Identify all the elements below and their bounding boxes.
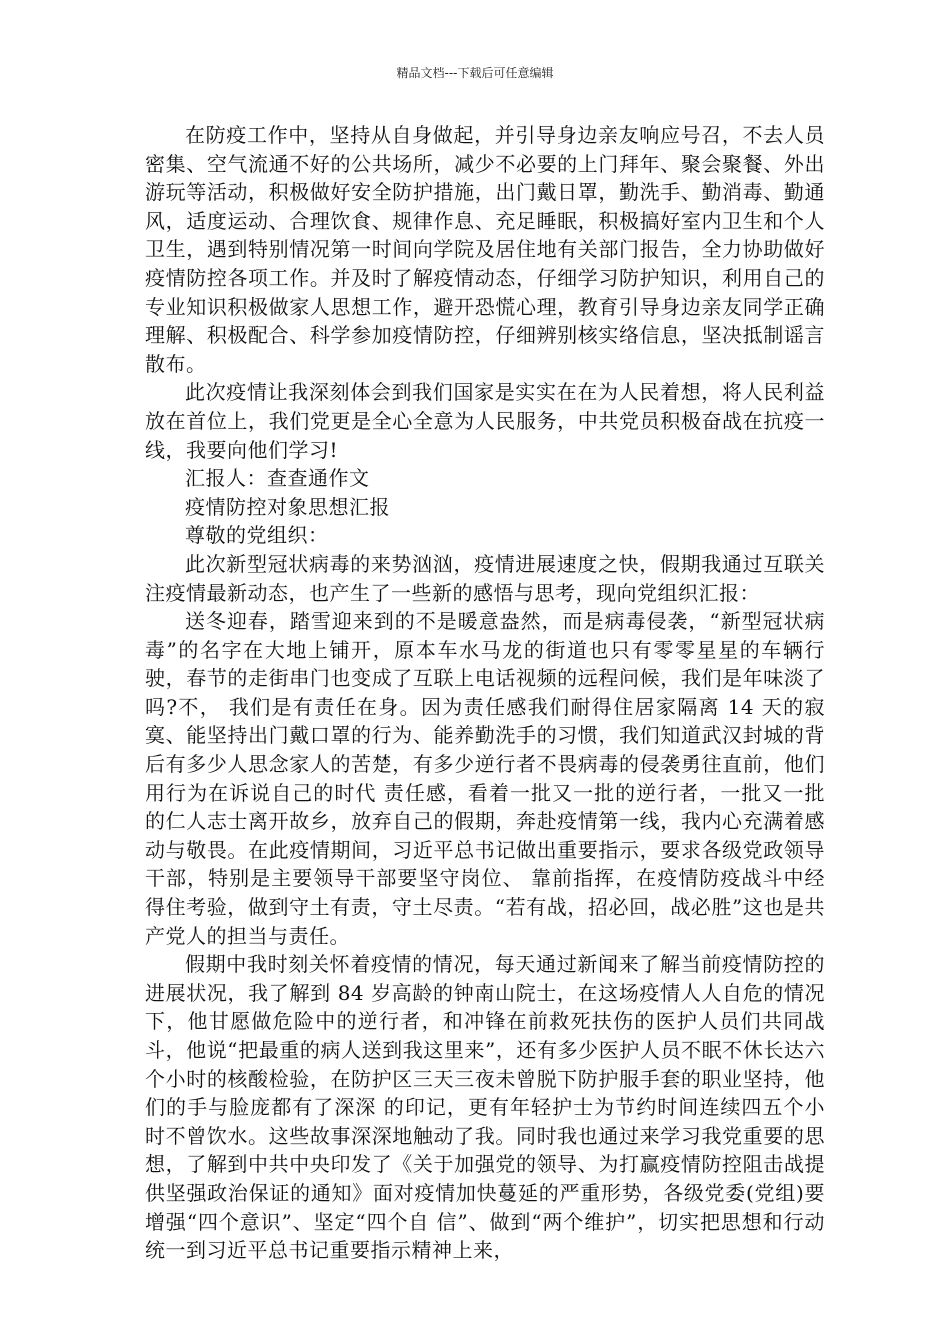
paragraph-holiday-concern: 假期中我时刻关怀着疫情的情况，每天通过新闻来了解当前疫情防控的进展状况，我了解到 84 岁高龄的钟南山院士，在这场疫情人人自危的情况下，他甘愿做危险中的逆行者，和冲锋在前救死扶伤的医护人员们共同战斗，他说“把最重的病人送到我这里来”，还有多少医护人员不眠不休长达六个小时的核酸检验，在防护区三天三夜未曾脱下防护服手套的职业坚持，他们的手与脸庞都有了深深 的印记，更有年轻护士为节约时间连续四五个小时不曾饮水。这些故事深深地触动了我。同时我也通过来学习我党重要的思想，了解到中共中央印发了《关于加强党的领导、为打赢疫情防控阻击战提供坚强政治保证的通知》面对疫情加快蔓延的严重形势，各级党委(党组)要增强“四个意识”、坚定“四个自 信”、做到“两个维护”，切实把思想和行动统一到习近平总书记重要指示精神上来，	[145, 952, 825, 1263]
reporter-line: 汇报人：查查通作文	[185, 466, 370, 491]
page-header: 精品文档---下载后可任意编辑	[396, 66, 554, 80]
salutation: 尊敬的党组织：	[185, 523, 329, 548]
document-body	[145, 121, 825, 1265]
report-title: 疫情防控对象思想汇报	[185, 494, 390, 519]
paragraph-intro: 此次新型冠状病毒的来势汹汹，疫情进展速度之快，假期我通过互联关注疫情最新动态，也产生了一些新的感悟与思考，现向党组织汇报：	[145, 551, 825, 605]
paragraph-responsibility: 送冬迎春，踏雪迎来到的不是暖意盎然，而是病毒侵袭，“新型冠状病毒”的名字在大地上铺开，原本车水马龙的街道也只有零零星星的车辆行驶，春节的走街串门也变成了互联上电话视频的远程问候，我们是年味淡了吗?不， 我们是有责任在身。因为责任感我们耐得住居家隔离 14 天的寂寞、能坚持出门戴口罩的行为、能养勤洗手的习惯，我们知道武汉封城的背后有多少人思念家人的苦楚，有多少逆行者不畏病毒的侵袭勇往直前，他们用行为在诉说自己的时代 责任感，看着一批又一批的逆行者，一批又一批的仁人志士离开故乡，放弃自己的假期，奔赴疫情第一线，我内心充满着感动与敬畏。在此疫情期间，习近平总书记做出重要指示，要求各级党政领导干部，特别是主要领导干部要坚守岗位、 靠前指挥，在疫情防疫战斗中经得住考验，做到守土有责，守土尽责。“若有战，招必回，战必胜”这也是共产党人的担当与责任。	[145, 609, 825, 948]
paragraph-epidemic-prevention-work: 在防疫工作中，坚持从自身做起，并引导身边亲友响应号召，不去人员密集、空气流通不好的公共场所，减少不必要的上门拜年、聚会聚餐、外出游玩等活动，积极做好安全防护措施，出门戴日罩，勤洗手、勤消毒、勤通风，适度运动、合理饮食、规律作息、充足睡眠，积极搞好室内卫生和个人卫生，遇到特别情况第一时间向学院及居住地有关部门报告，全力协助做好疫情防控各项工作。并及时了解疫情动态，仔细学习防护知识，利用自己的专业知识积极做家人思想工作，避开恐慌心理，教育引导身边亲友同学正确理解、积极配合、科学参加疫情防控，仔细辨别核实络信息，坚决抵制谣言散布。	[145, 123, 825, 376]
paragraph-reflection: 此次疫情让我深刻体会到我们国家是实实在在为人民着想，将人民利益放在首位上，我们党更是全心全意为人民服务，中共党员积极奋战在抗疫一线，我要向他们学习!	[145, 380, 825, 462]
